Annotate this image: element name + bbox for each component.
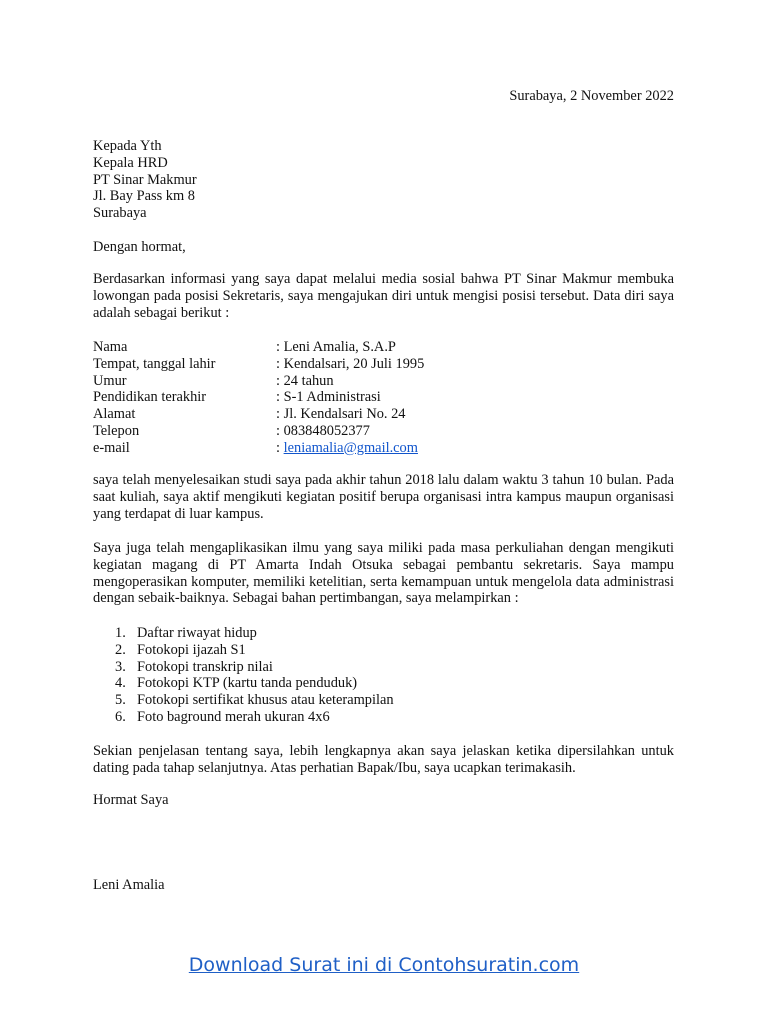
attachment-text: Daftar riwayat hidup bbox=[137, 625, 257, 641]
attachment-number: 5. bbox=[115, 692, 126, 709]
recipient-line: Kepala HRD bbox=[93, 154, 168, 171]
email-colon: : bbox=[276, 439, 284, 456]
attachment-number: 4. bbox=[115, 675, 126, 692]
letter-date: Surabaya, 2 November 2022 bbox=[509, 88, 674, 104]
attachment-text: Fotokopi ijazah S1 bbox=[137, 641, 246, 658]
personal-data-value: : 24 tahun bbox=[276, 372, 334, 389]
email-row bbox=[93, 440, 674, 457]
attachment-text: Foto baground merah ukuran 4x6 bbox=[137, 708, 330, 725]
personal-data-label: Tempat, tanggal lahir bbox=[93, 355, 216, 372]
attachment-item bbox=[93, 642, 394, 659]
recipient-line: Kepada Yth bbox=[93, 138, 162, 154]
closing-paragraph: Sekian penjelasan tentang saya, lebih lengkapnya akan saya jelaskan ketika dipersilahkan untuk dating pada tahap selanjutnya. Atas perhatian Bapak/Ibu, saya ucapkan terimakasih. bbox=[93, 743, 674, 776]
letter-page bbox=[93, 0, 674, 1024]
signature-name: Leni Amalia bbox=[93, 877, 165, 893]
attachment-number: 3. bbox=[115, 658, 126, 675]
closing-salutation: Hormat Saya bbox=[93, 792, 169, 808]
personal-data-row bbox=[93, 339, 674, 356]
personal-data-table bbox=[93, 339, 674, 457]
personal-data-label: Alamat bbox=[93, 406, 136, 423]
attachment-text: Fotokopi sertifikat khusus atau keterampilan bbox=[137, 692, 394, 709]
recipient-line: PT Sinar Makmur bbox=[93, 171, 197, 188]
email-link[interactable]: leniamalia@gmail.com bbox=[283, 439, 418, 456]
personal-data-row bbox=[93, 406, 674, 423]
personal-data-row bbox=[93, 423, 674, 440]
email-value bbox=[276, 440, 674, 457]
personal-data-label: Umur bbox=[93, 372, 127, 389]
attachment-text: Fotokopi transkrip nilai bbox=[137, 658, 273, 675]
education-paragraph: saya telah menyelesaikan studi saya pada akhir tahun 2018 lalu dalam waktu 3 tahun 10 bulan. Pada saat kuliah, saya aktif mengikuti kegiatan positif berupa organisasi intra kampus maupun organisasi yang terdapat di luar kampus. bbox=[93, 472, 674, 522]
attachment-number: 1. bbox=[115, 625, 126, 641]
intro-paragraph: Berdasarkan informasi yang saya dapat melalui media sosial bahwa PT Sinar Makmur membuka lowongan pada posisi Sekretaris, saya mengajukan diri untuk mengisi posisi tersebut. Data diri saya adalah sebagai berikut : bbox=[93, 271, 674, 321]
attachment-text: Fotokopi KTP (kartu tanda penduduk) bbox=[137, 675, 358, 692]
personal-data-row bbox=[93, 373, 674, 390]
recipient-line: Jl. Bay Pass km 8 bbox=[93, 188, 195, 205]
personal-data-value: : Kendalsari, 20 Juli 1995 bbox=[276, 355, 425, 372]
personal-data-row bbox=[93, 389, 674, 406]
recipient-line: Surabaya bbox=[93, 205, 147, 222]
attachment-number: 6. bbox=[115, 708, 126, 725]
personal-data-value: : 083848052377 bbox=[276, 422, 370, 439]
personal-data-label: Pendidikan terakhir bbox=[93, 389, 207, 406]
attachment-item bbox=[93, 709, 394, 726]
attachment-item bbox=[93, 659, 394, 676]
email-label: e-mail bbox=[93, 439, 130, 456]
attachment-number: 2. bbox=[115, 641, 126, 658]
personal-data-value: : Jl. Kendalsari No. 24 bbox=[276, 406, 406, 423]
download-link[interactable]: Download Surat ini di Contohsuratin.com bbox=[188, 954, 580, 976]
greeting: Dengan hormat, bbox=[93, 239, 186, 255]
personal-data-label: Nama bbox=[93, 339, 128, 355]
recipient-block bbox=[93, 138, 197, 222]
attachment-item bbox=[93, 692, 394, 709]
personal-data-row bbox=[93, 356, 674, 373]
personal-data-value: : S-1 Administrasi bbox=[276, 389, 381, 406]
attachment-item bbox=[93, 675, 394, 692]
personal-data-value: : Leni Amalia, S.A.P bbox=[276, 339, 396, 355]
attachment-item bbox=[93, 625, 394, 642]
attachment-list bbox=[93, 625, 394, 726]
personal-data-label: Telepon bbox=[93, 422, 140, 439]
experience-paragraph: Saya juga telah mengaplikasikan ilmu yang saya miliki pada masa perkuliahan dengan mengikuti kegiatan magang di PT Amarta Indah Otsuka sebagai pembantu sekretaris. Saya mampu mengoperasikan komputer, memiliki ketelitian, serta kemampuan untuk mengelola data administrasi dengan sebaik-baiknya. Sebagai bahan pertimbangan, saya melampirkan : bbox=[93, 540, 674, 607]
